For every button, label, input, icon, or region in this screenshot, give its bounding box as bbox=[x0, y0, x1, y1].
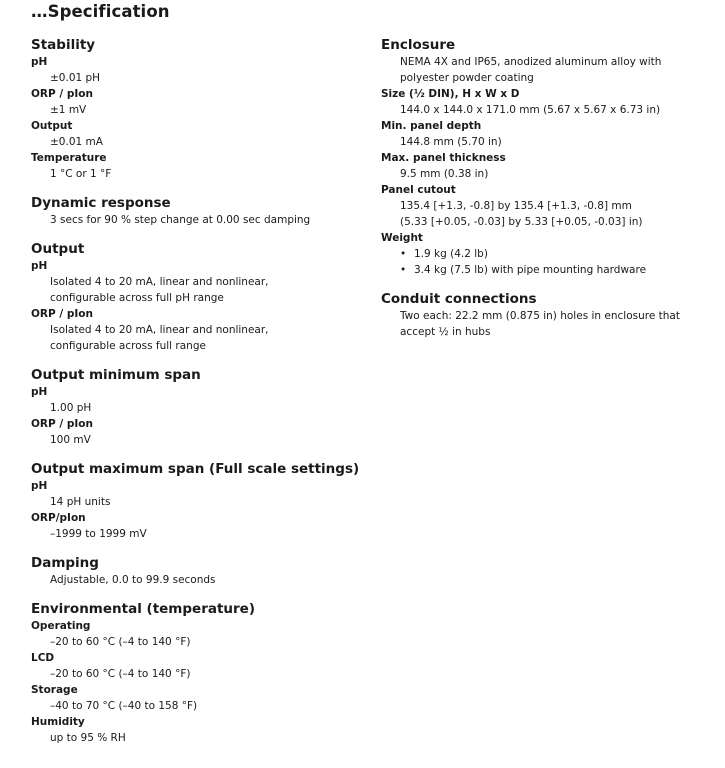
spec-label: ORP/pIon bbox=[31, 512, 86, 524]
section-heading: Dynamic response bbox=[31, 195, 171, 211]
spec-value bbox=[31, 666, 361, 682]
section-output-maximum-span-full-scale-settings bbox=[31, 461, 361, 542]
spec-label: Panel cutout bbox=[381, 184, 456, 196]
spec-label: Storage bbox=[31, 684, 78, 696]
spec-value-line: Adjustable, 0.0 to 99.9 seconds bbox=[50, 574, 216, 586]
spec-value-line: Two each: 22.2 mm (0.875 in) holes in enclosure that bbox=[400, 310, 680, 322]
spec-label: ORP / pIon bbox=[31, 88, 93, 100]
spec-label: Max. panel thickness bbox=[381, 152, 506, 164]
section-conduit-connections bbox=[381, 291, 701, 340]
spec-value-line: polyester powder coating bbox=[400, 72, 534, 84]
section-dynamic-response bbox=[31, 195, 361, 228]
spec-value bbox=[31, 698, 361, 714]
spec-value bbox=[381, 166, 701, 182]
section-enclosure bbox=[381, 37, 701, 278]
spec-value-line: 3 secs for 90 % step change at 0.00 sec damping bbox=[50, 214, 311, 226]
spec-value-line: NEMA 4X and IP65, anodized aluminum alloy with bbox=[400, 56, 662, 68]
section-heading: Environmental (temperature) bbox=[31, 601, 256, 617]
section-heading: Stability bbox=[31, 37, 96, 53]
spec-value bbox=[31, 400, 361, 416]
spec-label: Humidity bbox=[31, 716, 85, 728]
spec-label: Output bbox=[31, 120, 73, 132]
spec-value bbox=[31, 102, 361, 118]
spec-value bbox=[31, 322, 361, 354]
spec-value-line: 144.0 x 144.0 x 171.0 mm (5.67 x 5.67 x 6.73 in) bbox=[400, 104, 661, 116]
section-heading: Output maximum span (Full scale settings) bbox=[31, 461, 360, 477]
spec-label: Size (½ DIN), H x W x D bbox=[381, 88, 520, 100]
spec-label: pH bbox=[31, 480, 48, 492]
spec-value bbox=[31, 70, 361, 86]
spec-value-line: 144.8 mm (5.70 in) bbox=[400, 136, 502, 148]
spec-label: ORP / pIon bbox=[31, 308, 93, 320]
spec-label: pH bbox=[31, 56, 48, 68]
spec-value-line: ±0.01 mA bbox=[50, 136, 103, 148]
spec-value-line: up to 95 % RH bbox=[50, 732, 126, 744]
spec-bullet-item: • 1.9 kg (4.2 lb) bbox=[400, 246, 701, 262]
spec-value-line: 1 °C or 1 °F bbox=[50, 168, 112, 180]
spec-value-line: –1999 to 1999 mV bbox=[50, 528, 147, 540]
spec-bullet-list bbox=[381, 246, 701, 278]
spec-value bbox=[381, 54, 701, 86]
spec-value-line: Isolated 4 to 20 mA, linear and nonlinear, bbox=[50, 276, 269, 288]
right-column bbox=[381, 37, 701, 353]
spec-label: Operating bbox=[31, 620, 91, 632]
section-environmental-temperature bbox=[31, 601, 361, 746]
spec-value-line: 100 mV bbox=[50, 434, 91, 446]
section-stability bbox=[31, 37, 361, 182]
spec-value bbox=[31, 730, 361, 746]
section-heading: Enclosure bbox=[381, 37, 456, 53]
spec-value bbox=[31, 166, 361, 182]
page-title: …Specification bbox=[31, 2, 170, 21]
spec-value bbox=[381, 134, 701, 150]
spec-value bbox=[31, 526, 361, 542]
spec-value bbox=[31, 572, 361, 588]
spec-label: ORP / pIon bbox=[31, 418, 93, 430]
spec-value-line: ±1 mV bbox=[50, 104, 87, 116]
left-column bbox=[31, 37, 361, 759]
spec-value-line: 135.4 [+1.3, -0.8] by 135.4 [+1.3, -0.8] mm bbox=[400, 200, 632, 212]
spec-value bbox=[31, 432, 361, 448]
spec-label: pH bbox=[31, 260, 48, 272]
spec-value bbox=[31, 212, 361, 228]
spec-label: Temperature bbox=[31, 152, 107, 164]
spec-value-line: configurable across full pH range bbox=[50, 292, 224, 304]
spec-value bbox=[381, 308, 701, 340]
spec-value bbox=[31, 634, 361, 650]
spec-label: pH bbox=[31, 386, 48, 398]
section-heading: Conduit connections bbox=[381, 291, 537, 307]
spec-value-line: accept ½ in hubs bbox=[400, 326, 491, 338]
spec-value bbox=[381, 102, 701, 118]
section-output bbox=[31, 241, 361, 354]
spec-value-line: –20 to 60 °C (–4 to 140 °F) bbox=[50, 668, 191, 680]
section-heading: Output bbox=[31, 241, 85, 257]
section-heading: Damping bbox=[31, 555, 99, 571]
spec-value bbox=[31, 494, 361, 510]
spec-value-line: –20 to 60 °C (–4 to 140 °F) bbox=[50, 636, 191, 648]
spec-value-line: 1.00 pH bbox=[50, 402, 92, 414]
spec-value-line: ±0.01 pH bbox=[50, 72, 101, 84]
spec-value-line: 14 pH units bbox=[50, 496, 111, 508]
spec-value-line: Isolated 4 to 20 mA, linear and nonlinear, bbox=[50, 324, 269, 336]
spec-value-line: 9.5 mm (0.38 in) bbox=[400, 168, 489, 180]
section-heading: Output minimum span bbox=[31, 367, 201, 383]
spec-value bbox=[31, 134, 361, 150]
spec-label: LCD bbox=[31, 652, 55, 664]
spec-bullet-item: • 3.4 kg (7.5 lb) with pipe mounting hardware bbox=[400, 262, 701, 278]
spec-label: Min. panel depth bbox=[381, 120, 482, 132]
spec-value bbox=[381, 198, 701, 230]
section-damping bbox=[31, 555, 361, 588]
spec-label: Weight bbox=[381, 232, 423, 244]
spec-value-line: configurable across full range bbox=[50, 340, 206, 352]
spec-value bbox=[31, 274, 361, 306]
spec-value-line: (5.33 [+0.05, -0.03] by 5.33 [+0.05, -0.03] in) bbox=[400, 216, 643, 228]
spec-value-line: –40 to 70 °C (–40 to 158 °F) bbox=[50, 700, 198, 712]
section-output-minimum-span bbox=[31, 367, 361, 448]
